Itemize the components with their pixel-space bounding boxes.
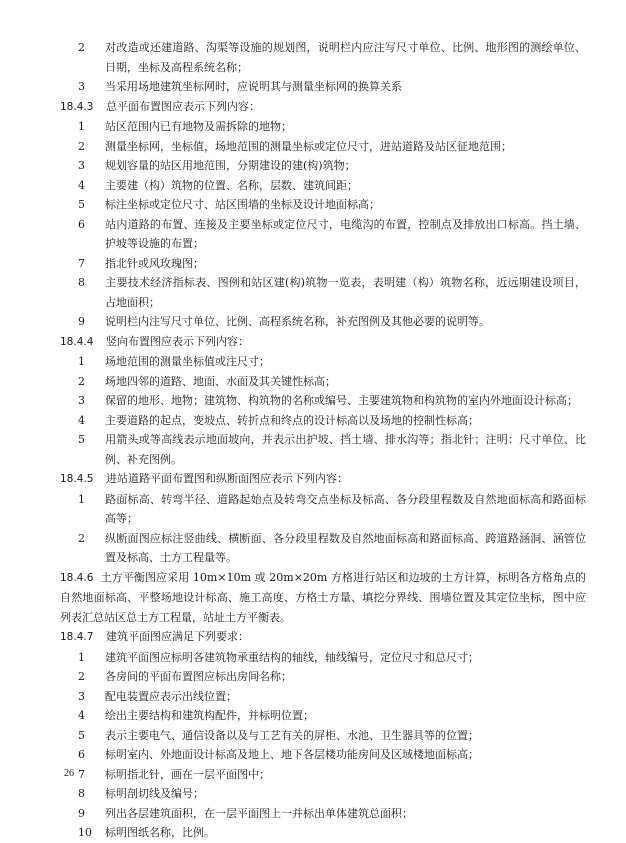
list-item: 3 规划容量的站区用地范围，分期建设的建(构)筑物； bbox=[78, 159, 356, 172]
list-item: 1 站区范围内已有地物及需拆除的地物； bbox=[78, 120, 292, 133]
list-item: 9 列出各层建筑面积，在一层平面图上一并标出单体建筑总面积； bbox=[78, 806, 413, 820]
list-item: 1 路面标高、转弯半径、道路起始点及转弯交点坐标及标高、各分段里程数及自然地面标高和路面标高等； bbox=[78, 492, 586, 525]
page-number: 26 bbox=[64, 768, 74, 779]
list-item: 1 建筑平面图应标明各建筑物承重结构的轴线，轴线编号，定位尺寸和总尺寸； bbox=[78, 650, 479, 664]
list-item: 7 标明指北针，画在一层平面图中； bbox=[78, 767, 270, 781]
list-item: 5 用箭头或等高线表示地面坡向，并表示出护坡、挡土墙、排水沟等；指北针；注明：尺寸单位、比例、补充图例。 bbox=[78, 433, 586, 466]
section-heading-18-4-3: 18.4.3 总平面布置图应表示下列内容： bbox=[60, 99, 260, 113]
list-item: 1 场地范围的测量坐标值或注尺寸； bbox=[78, 355, 270, 368]
section-heading-18-4-4: 18.4.4 竖向布置图应表示下列内容： bbox=[60, 334, 249, 348]
list-item: 4 主要建（构）筑物的位置、名称，层数、建筑间距； bbox=[78, 178, 358, 192]
list-item: 2 场地四邻的道路、地面、水面及其关键性标高； bbox=[78, 374, 336, 388]
list-item: 2 各房间的平面布置图应标出房间名称； bbox=[78, 670, 292, 683]
list-item: 2 测量坐标网，坐标值，场地范围的测量坐标或定位尺寸，进站道路及站区征地范围； bbox=[78, 139, 512, 153]
list-item: 8 主要技术经济指标表、图例和站区建(构)筑物一览表，表明建（构）筑物名称，近远期建设项目，占地面积； bbox=[78, 276, 586, 309]
list-item: 3 当采用场地建筑坐标网时，应说明其与测量坐标网的换算关系 bbox=[78, 80, 402, 93]
list-item: 4 绘出主要结构和建筑构配件，并标明位置； bbox=[78, 709, 314, 722]
list-item: 3 保留的地形、地物；建筑物、构筑物的名称或编号、主要建筑物和构筑物的室内外地面设计标高； bbox=[78, 394, 578, 407]
list-item: 4 主要道路的起点，变坡点、转折点和终点的设计标高以及场地的控制性标高； bbox=[78, 413, 479, 427]
list-item: 9 说明栏内注写尺寸单位、比例、高程系统名称，补充图例及其他必要的说明等。 bbox=[78, 315, 490, 328]
section-heading-18-4-7: 18.4.7 建筑平面图应满足下列要求： bbox=[60, 630, 249, 643]
section-paragraph-18-4-6: 18.4.6 土方平衡图应采用 10m×10m 或 20m×20m 方格进行站区和边坡的土方计算，标明各方格角点的自然地面标高、平整场地设计标高、施工高度、方格土方量、填挖分界线、围墙位置及其定位坐标，图中应列表汇总站区总土方工程量，站址土方平衡表。 bbox=[60, 570, 586, 624]
list-item: 5 表示主要电气、通信设备以及与工艺有关的屏柜、水池、卫生器具等的位置； bbox=[78, 728, 479, 742]
list-item: 6 标明室内、外地面设计标高及地上、地下各层楼功能房间及区域楼地面标高； bbox=[78, 748, 479, 761]
list-item: 6 站内道路的布置、连接及主要坐标或定位尺寸，电缆沟的布置，控制点及排放出口标高。挡土墙、护坡等设施的布置； bbox=[78, 217, 586, 250]
list-item: 8 标明剖切线及编号； bbox=[78, 787, 204, 800]
list-item: 2 对改造或还建道路、沟渠等设施的规划图，说明栏内应注写尺寸单位、比例、地形图的测绘单位、日期，坐标及高程系统名称； bbox=[78, 41, 586, 74]
list-item: 3 配电装置应表示出线位置； bbox=[78, 689, 237, 703]
section-heading-18-4-5: 18.4.5 进站道路平面布置图和纵断面图应表示下列内容： bbox=[60, 472, 348, 485]
list-item: 7 指北针或风玫瑰图； bbox=[78, 256, 204, 270]
list-item: 2 纵断面图应标注竖曲线、横断面、各分段里程数及自然地面标高和路面标高、跨道路涵洞、涵管位置及标高、土方工程量等。 bbox=[78, 531, 586, 564]
list-item: 5 标注坐标或定位尺寸、站区围墙的坐标及设计地面标高； bbox=[78, 198, 380, 211]
list-item: 10 标明图纸名称，比例。 bbox=[78, 826, 215, 839]
